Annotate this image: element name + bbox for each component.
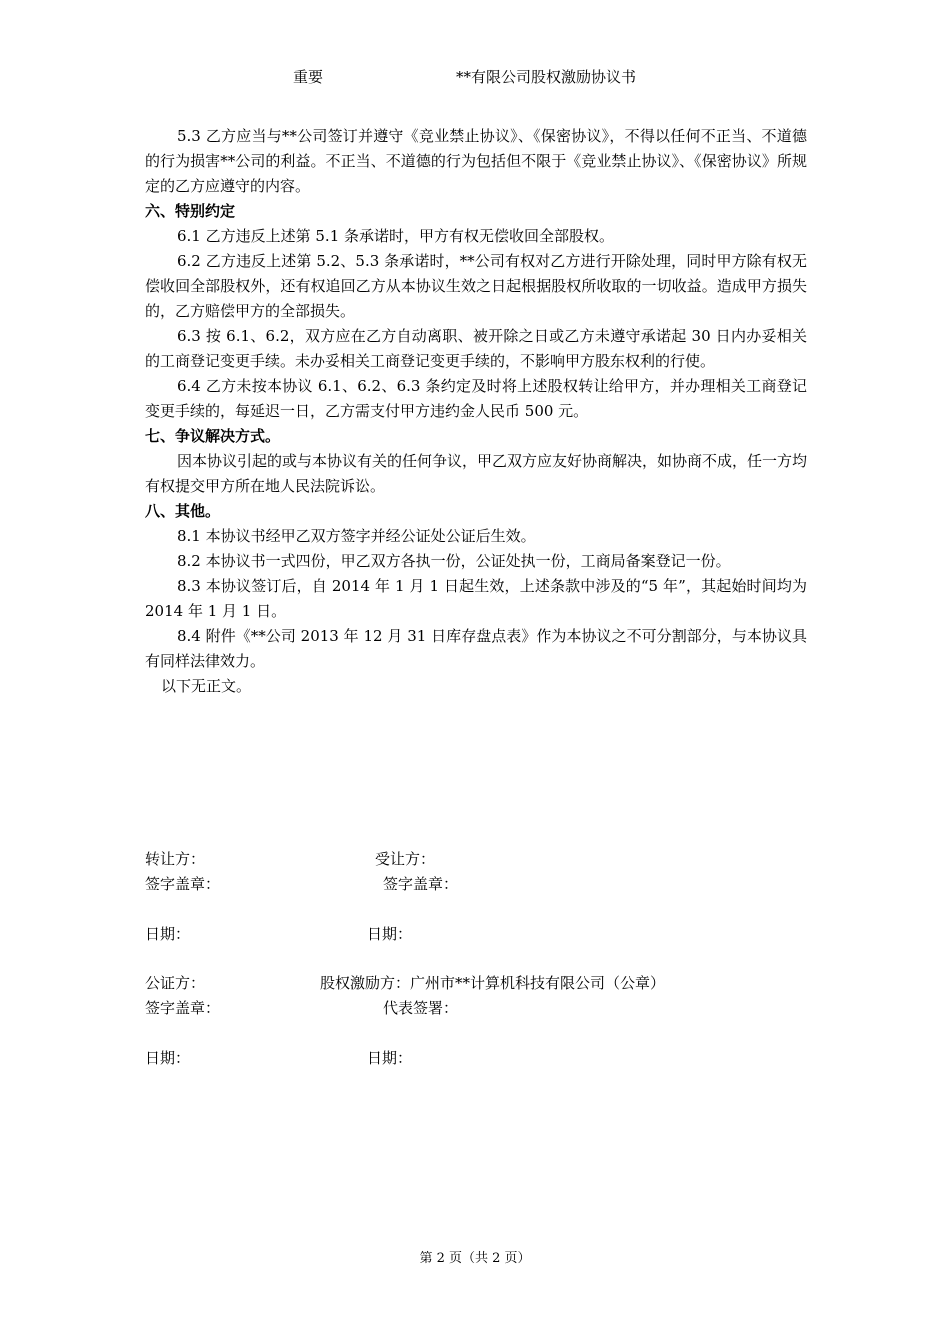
clause-6-4: 6.4 乙方未按本协议 6.1、6.2、6.3 条约定及时将上述股权转让给甲方，并办理相关工商登记变更手续的，每延迟一日，乙方需支付甲方违约金人民币 500 元。 — [145, 377, 807, 420]
sign-seal-left-label: 签字盖章： — [145, 875, 221, 893]
clause-8-2: 8.2 本协议书一式四份，甲乙双方各执一份，公证处执一份，工商局备案登记一份。 — [177, 552, 731, 570]
clause-7: 因本协议引起的或与本协议有关的任何争议，甲乙双方应友好协商解决，如协商不成，任一方均有权提交甲方所在地人民法院诉讼。 — [145, 452, 808, 495]
date-left-label: 日期： — [145, 925, 191, 943]
date-right-label: 日期： — [367, 925, 413, 943]
section-heading-8: 八、其他。 — [145, 502, 221, 520]
section-heading-6: 六、特别约定 — [145, 202, 236, 220]
notary-label: 公证方： — [145, 974, 206, 992]
end-of-text: 以下无正文。 — [161, 677, 252, 695]
date-left-label-2: 日期： — [145, 1049, 191, 1067]
clause-6-1: 6.1 乙方违反上述第 5.1 条承诺时，甲方有权无偿收回全部股权。 — [177, 227, 615, 245]
representative-label: 代表签署： — [383, 999, 459, 1017]
transferor-label: 转让方： — [145, 850, 206, 868]
clause-6-3: 6.3 按 6.1、6.2，双方应在乙方自动离职、被开除之日或乙方未遵守承诺起 30 日内办妥相关的工商登记变更手续。未办妥相关工商登记变更手续的，不影响甲方股东权利的行使。 — [145, 327, 807, 370]
date-right-label-2: 日期： — [367, 1049, 413, 1067]
header-title: **有限公司股权激励协议书 — [456, 68, 637, 86]
transferee-label: 受让方： — [375, 850, 436, 868]
sign-seal-notary-label: 签字盖章： — [145, 999, 221, 1017]
clause-6-2: 6.2 乙方违反上述第 5.2、5.3 条承诺时，**公司有权对乙方进行开除处理，同时甲方除有权无偿收回全部股权外，还有权追回乙方从本协议生效之日起根据股权所收取的一切收益。造成甲方损失的，乙方赔偿甲方的全部损失。 — [145, 252, 807, 320]
page-number-footer: 第 2 页（共 2 页） — [419, 1251, 531, 1266]
sign-seal-right-label: 签字盖章： — [383, 875, 459, 893]
clause-8-1: 8.1 本协议书经甲乙双方签字并经公证处公证后生效。 — [177, 527, 536, 545]
clause-8-3: 8.3 本协议签订后，自 2014 年 1 月 1 日起生效，上述条款中涉及的“5 年”，其起始时间均为 2014 年 1 月 1 日。 — [145, 577, 807, 620]
incentive-party-label: 股权激励方：广州市**计算机科技有限公司（公章） — [320, 974, 666, 992]
section-heading-7: 七、争议解决方式。 — [145, 427, 281, 445]
clause-8-4: 8.4 附件《**公司 2013 年 12 月 31 日库存盘点表》作为本协议之不可分割部分，与本协议具有同样法律效力。 — [145, 627, 807, 670]
clause-5-3: 5.3 乙方应当与**公司签订并遵守《竞业禁止协议》、《保密协议》，不得以任何不正当、不道德的行为损害**公司的利益。不正当、不道德的行为包括但不限于《竞业禁止协议》、《保密协议》所规定的乙方应遵守的内容。 — [145, 127, 807, 195]
document-body — [145, 124, 807, 699]
header-label: 重要 — [293, 68, 324, 86]
page-header — [0, 66, 950, 88]
